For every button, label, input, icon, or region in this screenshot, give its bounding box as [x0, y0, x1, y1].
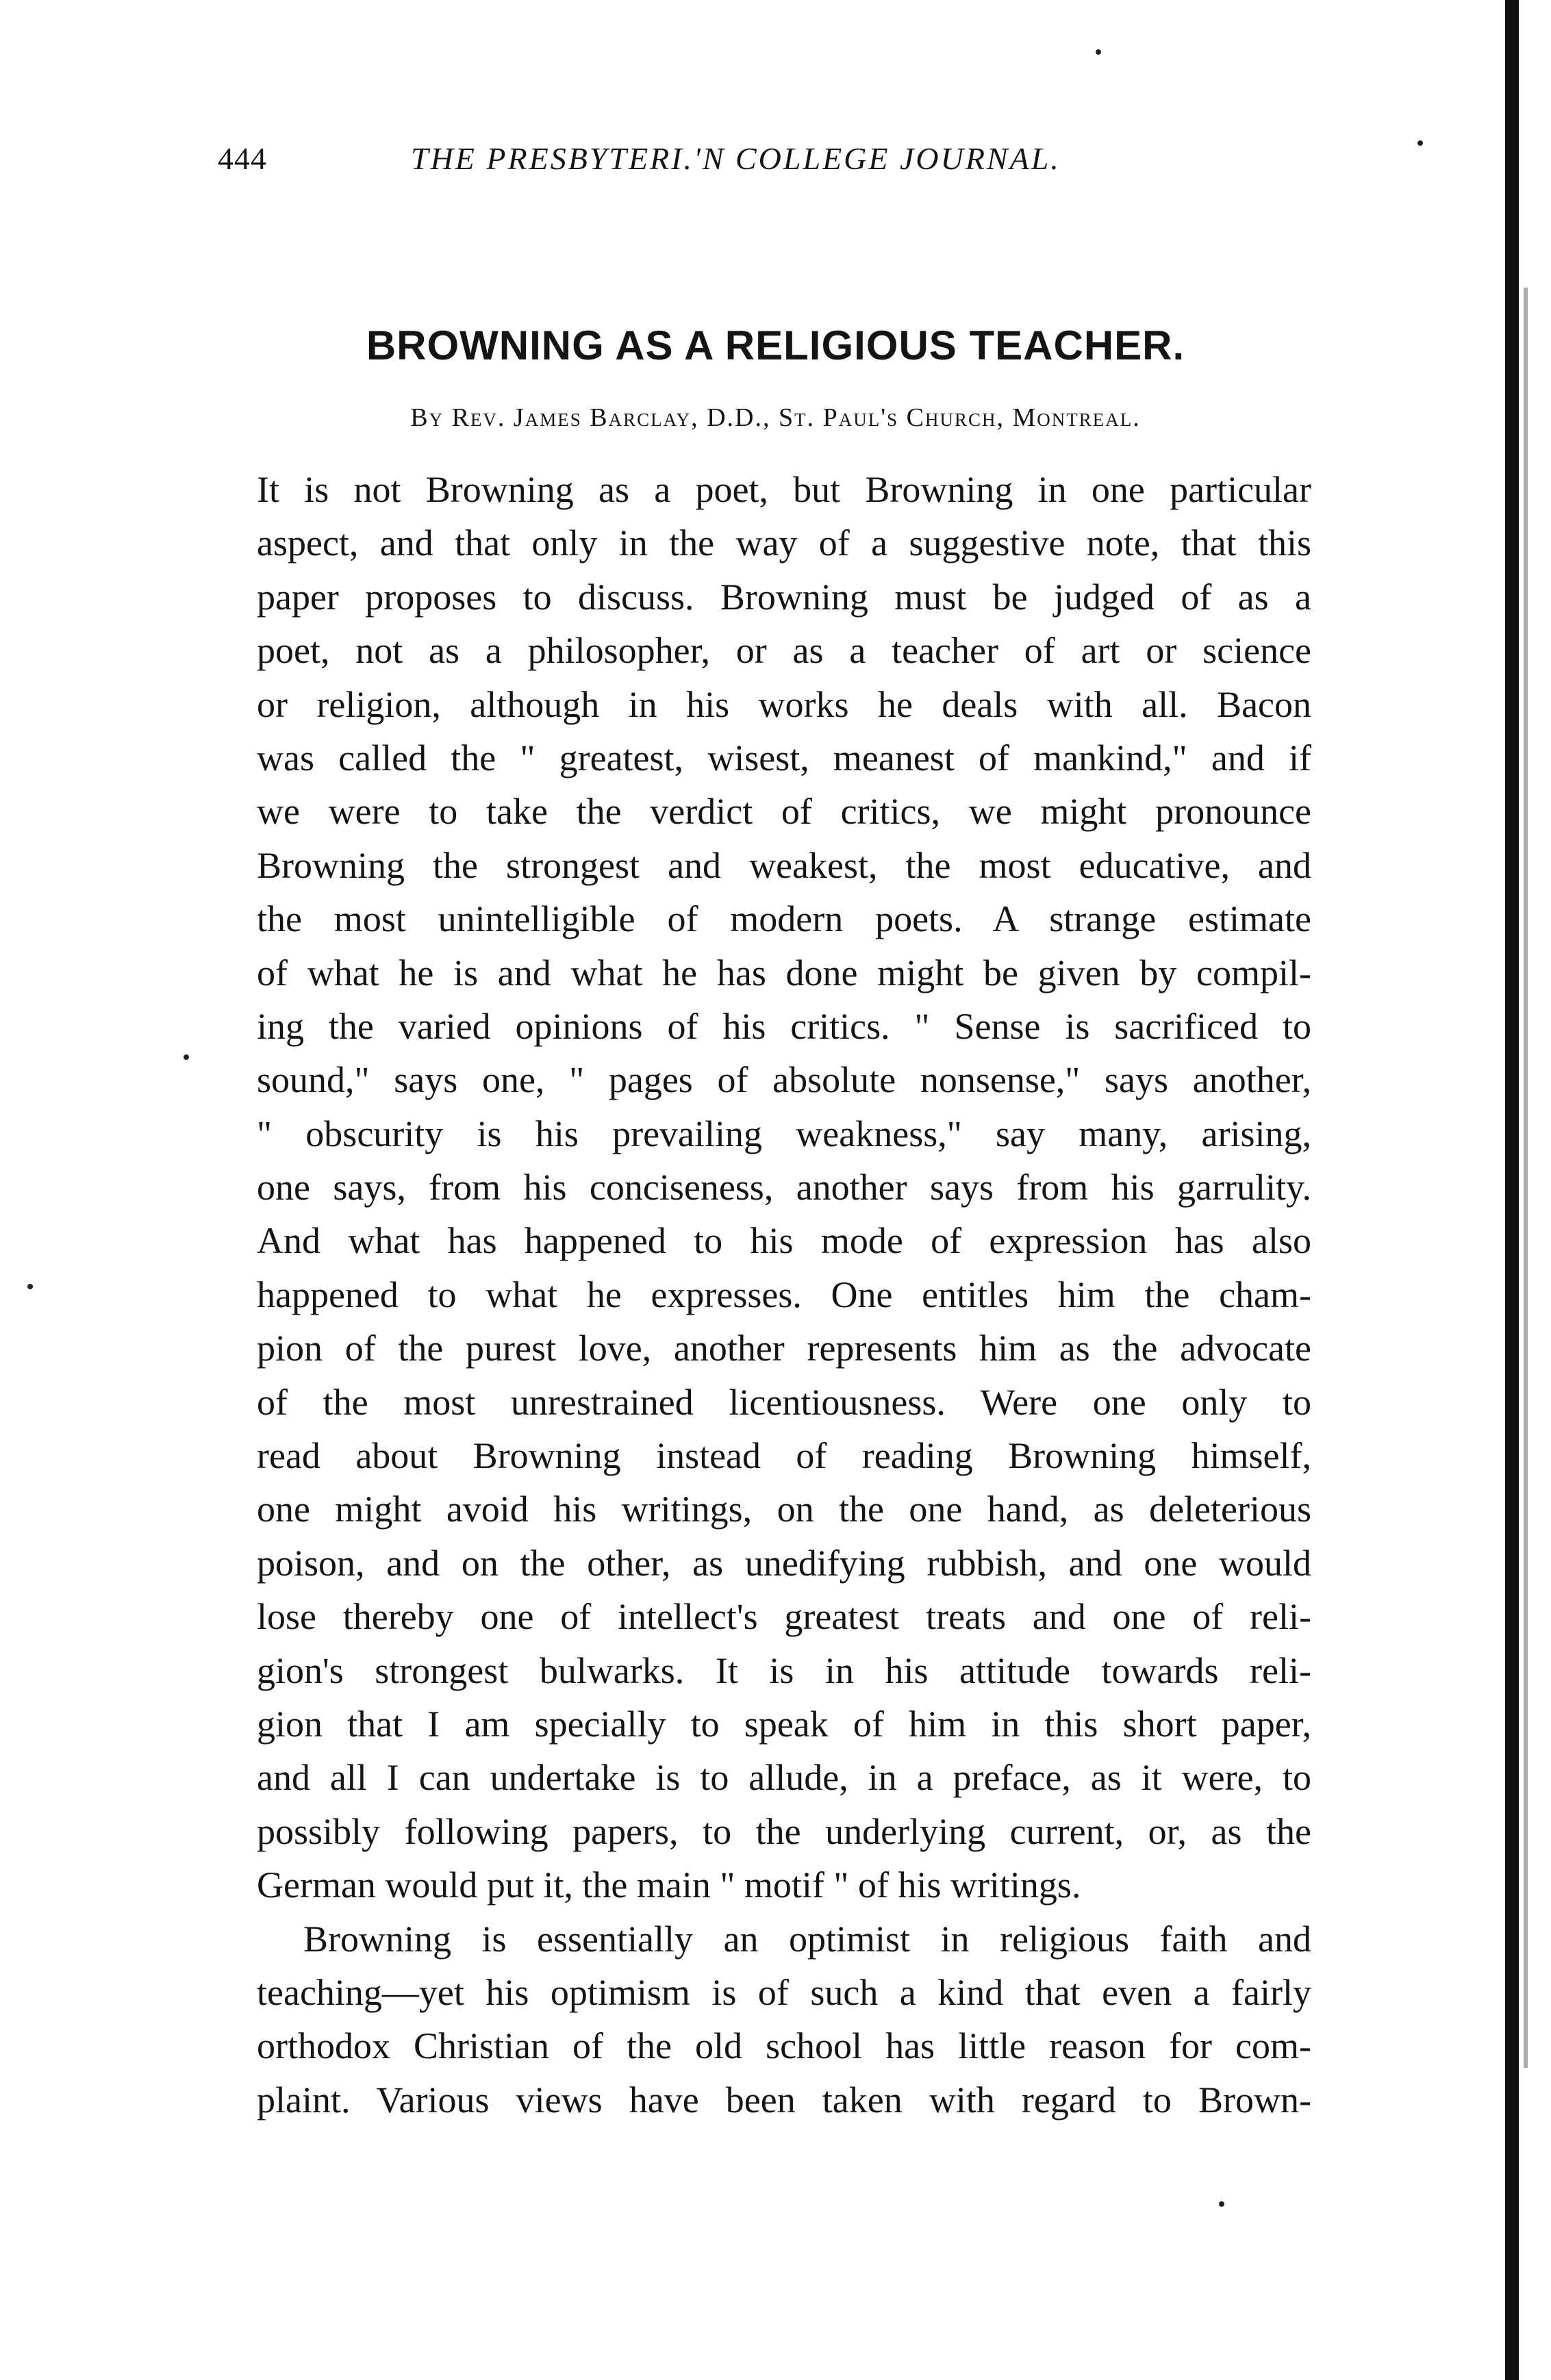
text-line: possibly following papers, to the underlying current, or, as the: [257, 1810, 1311, 1852]
text-line: Browning is essentially an optimist in religious faith and: [303, 1918, 1311, 1960]
text-line: or religion, although in his works he deals with all. Bacon: [257, 683, 1311, 725]
text-line: one says, from his conciseness, another says from his garrulity.: [257, 1167, 1311, 1208]
text-line: of the most unrestrained licentiousness. Were one only to: [257, 1381, 1311, 1423]
text-line: we were to take the verdict of critics, we might pronounce: [257, 791, 1311, 833]
running-head: THE PRESBYTERI.'N COLLEGE JOURNAL.: [411, 141, 1061, 176]
text-line: and all I can undertake is to allude, in a preface, as it were, to: [257, 1757, 1311, 1799]
text-line: one might avoid his writings, on the one hand, as deleterious: [257, 1489, 1311, 1530]
text-line: And what has happened to his mode of expression has also: [257, 1220, 1311, 1262]
text-line: orthodox Christian of the old school has little reason for com-: [257, 2025, 1311, 2067]
page-number: 444: [218, 141, 267, 176]
text-line: sound," says one, " pages of absolute nonsense," says another,: [257, 1059, 1311, 1101]
text-line: of what he is and what he has done might be given by compil-: [257, 952, 1311, 993]
article-body: [257, 463, 1311, 2127]
text-line: teaching—yet his optimism is of such a kind that even a fairly: [257, 1971, 1311, 2013]
scan-speck: [1219, 2201, 1224, 2207]
article-byline: By Rev. James Barclay, D.D., St. Paul's Church, Montreal.: [410, 403, 1141, 432]
scan-speck: [184, 1054, 189, 1060]
text-line: gion that I am specially to speak of him in this short paper,: [257, 1703, 1311, 1745]
text-line: " obscurity is his prevailing weakness," say many, arising,: [257, 1113, 1311, 1154]
article-title: BROWNING AS A RELIGIOUS TEACHER.: [366, 322, 1185, 368]
text-line: poet, not as a philosopher, or as a teacher of art or science: [257, 630, 1311, 672]
text-line: It is not Browning as a poet, but Browning in one particular: [257, 469, 1311, 510]
text-line: pion of the purest love, another represents him as the advocate: [257, 1328, 1311, 1369]
scan-speck: [27, 1284, 33, 1289]
text-line: the most unintelligible of modern poets. A strange estimate: [257, 898, 1311, 940]
text-line: Browning the strongest and weakest, the most educative, and: [257, 844, 1311, 886]
text-line: gion's strongest bulwarks. It is in his attitude towards reli-: [257, 1649, 1311, 1691]
scan-edge-streak: [1524, 288, 1528, 2068]
text-line: German would put it, the main " motif " of his writings.: [257, 1864, 1081, 1906]
text-line: plaint. Various views have been taken with regard to Brown-: [257, 2079, 1311, 2121]
text-line: lose thereby one of intellect's greatest treats and one of reli-: [257, 1596, 1311, 1638]
scan-speck: [1096, 49, 1101, 55]
text-line: was called the " greatest, wisest, meanest of mankind," and if: [257, 737, 1311, 778]
text-line: read about Browning instead of reading Browning himself,: [257, 1435, 1311, 1477]
text-line: poison, and on the other, as unedifying rubbish, and one would: [257, 1542, 1311, 1584]
text-line: paper proposes to discuss. Browning must be judged of as a: [257, 576, 1311, 618]
scan-speck: [1417, 140, 1423, 146]
text-line: aspect, and that only in the way of a suggestive note, that this: [257, 522, 1311, 564]
text-line: ing the varied opinions of his critics. " Sense is sacrificed to: [257, 1005, 1311, 1047]
text-line: happened to what he expresses. One entitles him the cham-: [257, 1274, 1311, 1315]
